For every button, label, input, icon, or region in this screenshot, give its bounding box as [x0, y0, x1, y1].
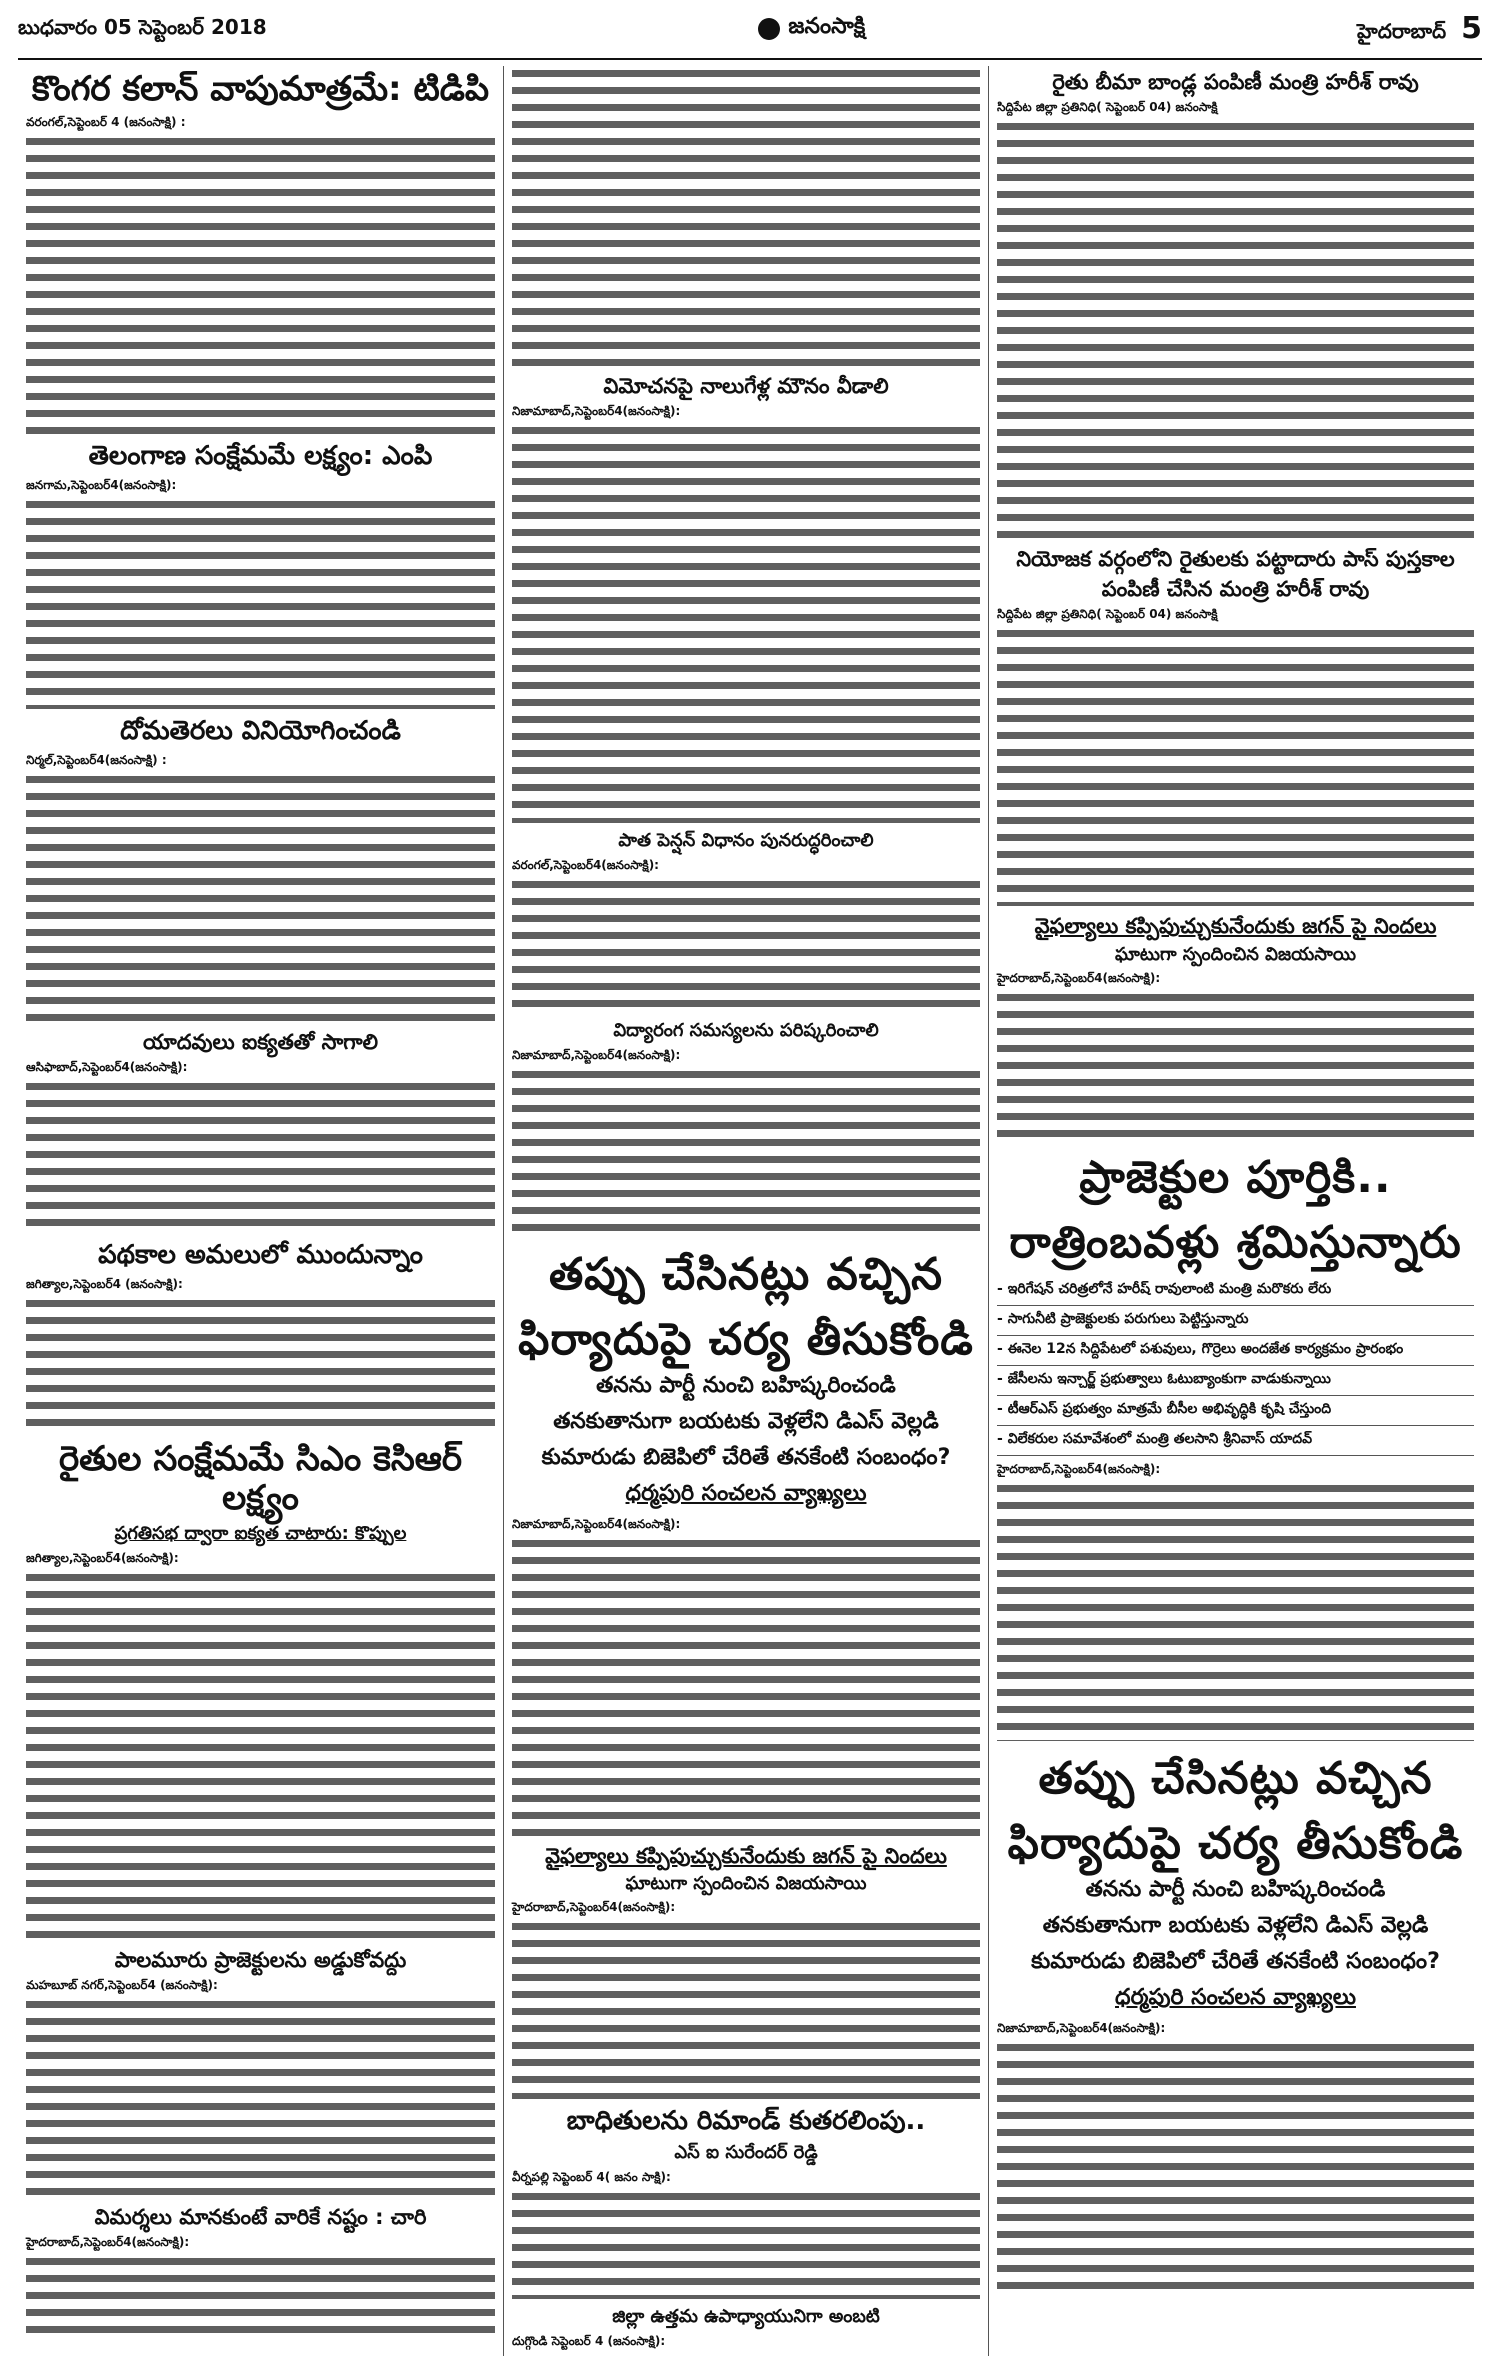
dateline: నిజామాబాద్,సెప్టెంబర్4(జనంసాక్షి):	[512, 1516, 681, 1531]
headline: దోమతెరలు వినియోగించండి	[120, 715, 401, 746]
feature-bullets	[997, 1276, 1474, 1456]
bullet-item: - జేసీలను ఇన్చార్జ్ ప్రభుత్వాలు ఓటుబ్యాంకుగా వాడుకున్నాయి	[997, 1366, 1474, 1396]
article-body	[512, 2189, 980, 2299]
story-yadav-unity	[26, 1030, 495, 1233]
article-body	[512, 423, 980, 823]
dateline: జగిత్యాల,సెప్టెంబర్4 (జనంసాక్షి):	[26, 1276, 183, 1291]
page-number: 5	[1461, 10, 1482, 46]
feature-headline-line1: తప్పు చేసినట్లు వచ్చిన	[1038, 1753, 1433, 1805]
headline: పాలమూరు ప్రాజెక్టులను అడ్డుకోవద్దు	[114, 1947, 407, 1972]
article-body	[512, 877, 980, 1013]
dateline: నిజామాబాద్,సెప్టెంబర్4(జనంసాక్షి):	[512, 1047, 681, 1062]
story-kongara-kalan	[26, 70, 495, 434]
logo-icon	[758, 18, 780, 40]
headline: విద్యారంగ సమస్యలను పరిష్కరించాలి	[613, 1019, 879, 1041]
masthead	[18, 0, 1482, 60]
column-middle	[503, 66, 988, 2356]
feature-dek: కుమారుడు బిజెపిలో చేరితే తనకేంటి సంబంధం?	[541, 1444, 951, 1470]
edition	[1357, 11, 1482, 48]
headline: వైఫల్యాలు కప్పిపుచ్చుకునేందుకు జగన్ పై నిందలు	[545, 1843, 947, 1868]
article-body	[512, 2353, 980, 2356]
story-rythu-bima	[997, 70, 1474, 539]
story-liberation-day	[512, 374, 980, 823]
feature-dek: తనను పార్టీ నుంచి బహిష్కరించండి	[596, 1372, 896, 1398]
article-body	[26, 497, 495, 709]
column-right	[988, 66, 1482, 2356]
headline: కొంగర కలాన్ వాపుమాత్రమే: టిడిపి	[31, 69, 490, 109]
edition-city: హైదరాబాద్	[1357, 18, 1447, 43]
dateline: హైదరాబాద్,సెప్టెంబర్4(జనంసాక్షి):	[997, 971, 1161, 986]
feature-dek: ధర్మపురి సంచలన వ్యాఖ్యలు	[1115, 1985, 1356, 2011]
dateline: జగిత్యాల,సెప్టెంబర్4(జనంసాక్షి):	[26, 1550, 179, 1565]
article-body	[997, 2040, 1474, 2290]
bullet-item: - విలేకరుల సమావేశంలో మంత్రి తలసాని శ్రీనివాస్ యాదవ్	[997, 1426, 1474, 1456]
headline: తెలంగాణ సంక్షేమమే లక్ష్యం: ఎంపి	[88, 441, 433, 472]
dateline: హైదరాబాద్,సెప్టెంబర్4(జనంసాక్షి):	[512, 1900, 676, 1915]
bullet-item: - టీఆర్ఎస్ ప్రభుత్వం మాత్రమే బీసీల అభివృద్ధికి కృషి చేస్తుంది	[997, 1396, 1474, 1426]
headline: విమోచనపై నాలుగేళ్ల మౌనం వీడాలి	[603, 374, 889, 398]
headline: యాదవులు ఐక్యతతో సాగాలి	[142, 1029, 379, 1054]
subhead: ఎస్ ఐ సురేందర్ రెడ్డి	[674, 2142, 818, 2164]
dateline: వీర్నపల్లి సెప్టెంబర్ 4( జనం సాక్షి):	[512, 2169, 671, 2184]
article-body	[26, 134, 495, 434]
story-palamuru-projects	[26, 1948, 495, 2197]
dateline: దుగ్గొండి సెప్టెంబర్ 4 (జనంసాక్షి):	[512, 2333, 666, 2348]
story-criticism	[26, 2205, 495, 2334]
article-body	[26, 1079, 495, 1233]
story-old-pension	[512, 831, 980, 1013]
feature-dek: తనకుతానుగా బయటకు వెళ్లలేని డిఎస్ వెల్లడి	[1042, 1913, 1429, 1939]
dateline: హైదరాబాద్,సెప్టెంబర్4(జనంసాక్షి):	[997, 1462, 1161, 1477]
dateline: నిజామాబాద్,సెప్టెంబర్4(జనంసాక్షి):	[512, 404, 681, 419]
story-education	[512, 1021, 980, 1237]
columns	[18, 66, 1482, 2356]
paper-logo	[758, 14, 865, 44]
feature-headline-line2: ఫిర్యాదుపై చర్య తీసుకోండి	[1007, 1818, 1464, 1870]
article-body	[512, 66, 980, 366]
story-ds-feature	[512, 1247, 980, 1836]
article-body	[512, 1919, 980, 2099]
dateline: వరంగల్,సెప్టెంబర్4(జనంసాక్షి):	[512, 857, 659, 872]
headline-line1: నియోజక వర్గంలోని రైతులకు పట్టాదారు పాస్ పుస్తకాల	[1016, 547, 1455, 572]
subhead: ప్రగతిసభ ద్వారా ఐక్యత చాటారు: కొప్పుల	[114, 1523, 407, 1545]
article-body	[26, 772, 495, 1022]
article-body	[997, 626, 1474, 906]
dateline: ఆసిఫాబాద్,సెప్టెంబర్4(జనంసాక్షి):	[26, 1060, 188, 1075]
article-body	[26, 1997, 495, 2197]
story-projects-feature	[997, 1150, 1474, 1741]
feature-dek: కుమారుడు బిజెపిలో చేరితే తనకేంటి సంబంధం?	[1031, 1949, 1440, 1975]
feature-headline-line1: తప్పు చేసినట్లు వచ్చిన	[548, 1248, 944, 1300]
headline: విమర్శలు మానకుంటే వారికే నష్టం : చారి	[94, 2204, 427, 2229]
story-ds-feature-2	[997, 1751, 1474, 2290]
dateline: జనగామ,సెప్టెంబర్4(జనంసాక్షి):	[26, 477, 177, 492]
feature-dek: ధర్మపురి సంచలన వ్యాఖ్యలు	[625, 1480, 867, 1506]
dateline: వరంగల్,సెప్టెంబర్ 4 (జనంసాక్షి) :	[26, 115, 186, 130]
bullet-item: - ఈనెల 12న సిద్దిపేటలో పశువులు, గొర్రెలు అందజేత కార్యక్రమం ప్రారంభం	[997, 1336, 1474, 1366]
headline: బాధితులను రిమాండ్ కుతరలింపు..	[566, 2106, 926, 2137]
story-remand	[512, 2107, 980, 2299]
article-body	[512, 1536, 980, 1836]
bullet-item: - ఇరిగేషన్ చరిత్రలోనే హరీష్ రావులాంటి మంత్రి మరొకరు లేరు	[997, 1276, 1474, 1306]
story-best-teacher	[512, 2307, 980, 2356]
headline: పాత పెన్షన్ విధానం పునరుద్ధరించాలి	[618, 830, 874, 852]
dateline: సిద్దిపేట జిల్లా ప్రతినిధి( సెప్టెంబర్ 04) జనంసాక్షి	[997, 607, 1218, 622]
headline: పథకాల అమలులో ముందున్నాం	[98, 1240, 423, 1271]
issue-date: బుధవారం 05 సెప్టెంబర్ 2018	[18, 14, 267, 39]
feature-headline-line1: ప్రాజెక్టుల పూర్తికి..	[1079, 1152, 1392, 1204]
story-jagan-allegations	[512, 1844, 980, 2100]
article-body	[26, 1296, 495, 1432]
subhead: ఘాటుగా స్పందించిన విజయసాయి	[625, 1872, 867, 1894]
story-farmers-welfare	[26, 1440, 495, 1940]
feature-headline-line2: రాత్రింబవళ్లు శ్రమిస్తున్నారు	[1009, 1217, 1462, 1269]
feature-dek: తనను పార్టీ నుంచి బహిష్కరించండి	[1085, 1877, 1386, 1903]
story-telangana-welfare	[26, 442, 495, 709]
story-mosquito-nets	[26, 717, 495, 1022]
bullet-item: - సాగునీటి ప్రాజెక్టులకు పరుగులు పెట్టిస్తున్నారు	[997, 1306, 1474, 1336]
feature-headline-line2: ఫిర్యాదుపై చర్య తీసుకోండి	[518, 1313, 974, 1365]
headline: జిల్లా ఉత్తమ ఉపాధ్యాయునిగా అంబటి	[612, 2305, 880, 2327]
article-body	[997, 1481, 1474, 1741]
article-body	[26, 2254, 495, 2334]
feature-dek: తనకుతానుగా బయటకు వెళ్లలేని డిఎస్ వెల్లడి	[553, 1408, 939, 1434]
headline-line2: పంపిణీ చేసిన మంత్రి హరీశ్ రావు	[1101, 577, 1370, 602]
story-schemes	[26, 1241, 495, 1432]
headline: రైతుల సంక్షేమమే సిఎం కెసిఆర్ లక్ష్యం	[59, 1438, 462, 1518]
dateline: నిర్మల్,సెప్టెంబర్4(జనంసాక్షి) :	[26, 752, 167, 767]
column-left	[18, 66, 503, 2356]
dateline: సిద్దిపేట జిల్లా ప్రతినిధి( సెప్టెంబర్ 04) జనంసాక్షి	[997, 100, 1218, 115]
story-continued	[512, 66, 980, 366]
article-body	[997, 990, 1474, 1140]
story-pass-books	[997, 547, 1474, 906]
dateline: హైదరాబాద్,సెప్టెంబర్4(జనంసాక్షి):	[26, 2235, 190, 2250]
dateline: నిజామాబాద్,సెప్టెంబర్4(జనంసాక్షి):	[997, 2021, 1166, 2036]
subhead: ఘాటుగా స్పందించిన విజయసాయి	[1115, 943, 1356, 965]
article-body	[512, 1067, 980, 1237]
article-body	[26, 1570, 495, 1940]
story-jagan-allegations-2	[997, 914, 1474, 1140]
headline: వైఫల్యాలు కప్పిపుచ్చుకునేందుకు జగన్ పై నిందలు	[1034, 914, 1437, 939]
article-body	[997, 119, 1474, 539]
paper-name: జనంసాక్షి	[788, 14, 866, 39]
dateline: మహబూబ్ నగర్,సెప్టెంబర్4 (జనంసాక్షి):	[26, 1977, 218, 1992]
headline: రైతు బీమా బాండ్ల పంపిణీ మంత్రి హరీశ్ రావు	[1052, 70, 1419, 94]
